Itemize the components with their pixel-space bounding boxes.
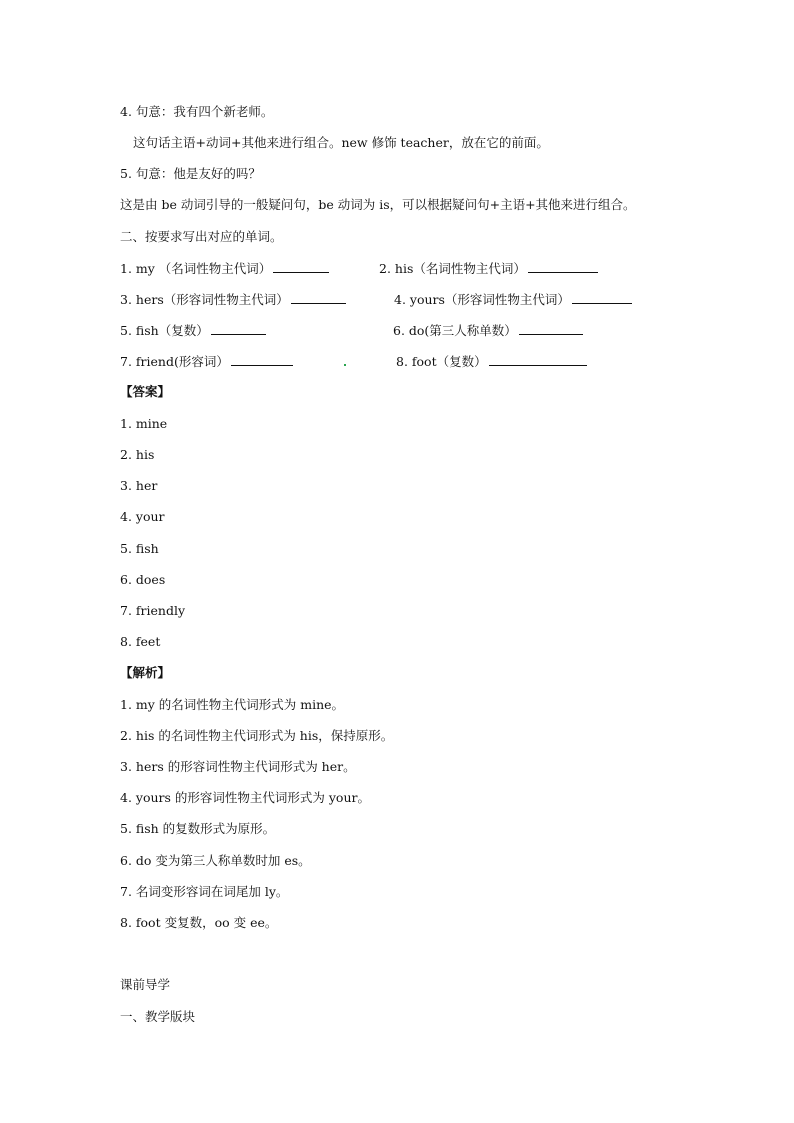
preview-guide-title: 课前导学 — [120, 977, 171, 992]
answer-blank-8[interactable] — [489, 353, 587, 366]
question-7 — [120, 353, 293, 370]
answer-item-3: 3. her — [120, 478, 158, 493]
question-2-text: 2. his（名词性物主代词） — [379, 261, 526, 276]
answer-blank-4[interactable] — [572, 291, 632, 304]
question-8 — [396, 353, 587, 370]
answer-blank-1[interactable] — [273, 260, 329, 273]
answer-blank-3[interactable] — [291, 291, 346, 304]
question-5 — [120, 322, 266, 339]
answer-item-8: 8. feet — [120, 634, 161, 649]
analysis-item-4: 4. yours 的形容词性物主代词形式为 your。 — [120, 790, 370, 805]
teaching-block-heading: 一、教学版块 — [120, 1009, 196, 1024]
answer-blank-6[interactable] — [519, 322, 583, 335]
answer-item-4: 4. your — [120, 509, 165, 524]
question-2 — [379, 260, 598, 277]
answer-item-7: 7. friendly — [120, 603, 186, 618]
question-8-text: 8. foot（复数） — [396, 354, 487, 369]
question-4 — [394, 291, 632, 308]
question-6-text: 6. do(第三人称单数） — [393, 323, 517, 338]
question-6 — [393, 322, 583, 339]
analysis-item-8: 8. foot 变复数，oo 变 ee。 — [120, 915, 278, 930]
item5-explanation: 这是由 be 动词引导的一般疑问句，be 动词为 is，可以根据疑问句+主语+其他来进行组合。 — [120, 197, 636, 212]
answer-blank-5[interactable] — [211, 322, 266, 335]
analysis-item-3: 3. hers 的形容词性物主代词形式为 her。 — [120, 759, 356, 774]
analysis-item-5: 5. fish 的复数形式为原形。 — [120, 821, 276, 836]
analysis-item-7: 7. 名词变形容词在词尾加 ly。 — [120, 884, 289, 899]
question-3 — [120, 291, 346, 308]
analysis-item-2: 2. his 的名词性物主代词形式为 his，保持原形。 — [120, 728, 394, 743]
section-2-heading: 二、按要求写出对应的单词。 — [120, 229, 283, 244]
answer-item-2: 2. his — [120, 447, 155, 462]
answer-item-5: 5. fish — [120, 541, 159, 556]
analysis-item-6: 6. do 变为第三人称单数时加 es。 — [120, 853, 311, 868]
question-7-text: 7. friend(形容词） — [120, 354, 229, 369]
question-5-text: 5. fish（复数） — [120, 323, 209, 338]
analysis-item-1: 1. my 的名词性物主代词形式为 mine。 — [120, 697, 345, 712]
item5-sentence-meaning: 5. 句意：他是友好的吗？ — [120, 166, 261, 181]
question-1 — [120, 260, 329, 277]
question-1-text: 1. my （名词性物主代词） — [120, 261, 272, 276]
answer-item-6: 6. does — [120, 572, 166, 587]
answer-item-1: 1. mine — [120, 416, 168, 431]
stray-mark — [344, 364, 346, 366]
answer-blank-7[interactable] — [231, 353, 293, 366]
answer-blank-2[interactable] — [528, 260, 598, 273]
question-4-text: 4. yours（形容词性物主代词） — [394, 292, 570, 307]
item4-sentence-meaning: 4. 句意：我有四个新老师。 — [120, 104, 274, 119]
question-3-text: 3. hers（形容词性物主代词） — [120, 292, 289, 307]
answer-heading: 【答案】 — [120, 384, 171, 399]
item4-explanation: 这句话主语+动词+其他来进行组合。new 修饰 teacher，放在它的前面。 — [133, 135, 549, 150]
analysis-heading: 【解析】 — [120, 665, 171, 680]
